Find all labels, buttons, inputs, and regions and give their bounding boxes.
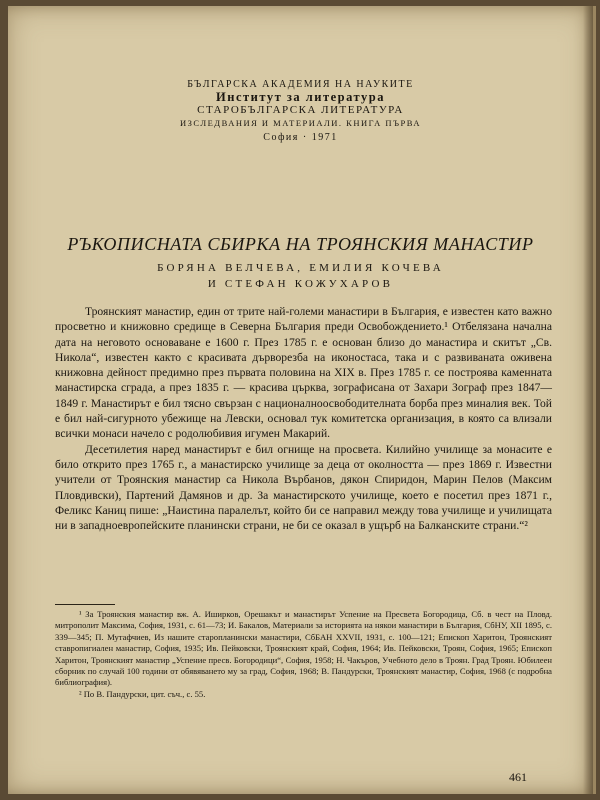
authors-line-2: И СТЕФАН КОЖУХАРОВ [207,278,394,290]
page-number: 461 [509,770,527,784]
body-paragraph: Троянският манастир, един от трите най-големи манастири в България, е известен като важно просветно и книжовно средище в Северна България преди Освобождението.¹ Отбелязана начална дата на неговото основаване е 1600 г. През 1785 г. е основан близо до манастира и скитът „Св. Никола“, известен както с красивата дърворезба на иконостаса, така и с развиваната оживена книжовна дейност предимно през първата половина на XIX в. През 1785 г. се построява каменната манастирска сграда, а през 1835 г. — красива църква, зографисана от Захари Зограф през 1847—1849 г. Манастирът е бил тясно свързан с националноосвободителната борба през миналия век. Той е бил най-сигурното убежище на Левски, основал тук комитетска организация, в която са влизали всички монаси начело с родолюбивия игумен Макарий. [55,305,552,441]
place-year: София · 1971 [263,132,338,143]
article-authors [8,260,593,292]
institute-name: Институт за литература [216,90,385,104]
article-body [55,304,552,533]
book-page [8,6,596,794]
article-title: РЪКОПИСНАТА СБИРКА НА ТРОЯНСКИЯ МАНАСТИР [67,234,534,254]
footnote-2: ² По В. Пандурски, цит. съч., с. 55. [79,688,206,699]
footnotes [55,609,552,700]
academy-name: БЪЛГАРСКА АКАДЕМИЯ НА НАУКИТЕ [187,79,414,90]
footnote-divider [55,604,115,605]
body-paragraph: Десетилетия наред манастирът е бил огнище на просвета. Килийно училище за монасите е било открито през 1765 г., а манастирско училище за деца от околността — през 1869 г. Известни учители от Троянския манастир са Никола Върбанов, дякон Спиридон, Марин Пелов (Максим Пловдивски), Партений Дамянов и др. За манастирското училище, което е посетил през 1871 г., Феликс Каниц пише: „Наистина паралелът, който би се направил между това училище и училищата ни в западноевропейските планински страни, не би се оказал в ущърб на Балканските страни.“² [55,442,552,533]
page-edge-shadow [583,6,593,794]
field-name: СТАРОБЪЛГАРСКА ЛИТЕРАТУРА [197,104,404,116]
publication-header [8,78,593,144]
authors-line-1: БОРЯНА ВЕЛЧЕВА, ЕМИЛИЯ КОЧЕВА [157,262,444,274]
series-name: ИЗСЛЕДВАНИЯ И МАТЕРИАЛИ. КНИГА ПЪРВА [179,118,422,128]
footnote-1: ¹ За Троянския манастир вж. А. Иширков, Орешакът и манастирът Успение на Пресвета Богородица, Сб. в чест на Пловд. митрополит Максима, София, 1931, с. 61—73; И. Бакалов, Материали за историята на някои манастири в България, СбНУ, XII 1895, с. 339—345; П. Мутафчиев, Из нашите старопланински манастири, СбБАН XXVII, 1931, с. 100—121; Епископ Харитон, Троянският ставропигиален манастир, София, 1935; Ив. Пейковски, Троянският край, София, 1964; Ив. Пейковски, Троян, София, 1965; Епископ Харитон, Троянският манастир „Успение пресв. Богородици“, София, 1958; Н. Чакъров, Учебното дело в Троян. Град Троян. Юбилеен сборник по случай 100 години от обявяването му за град, София, 1968; В. Пандурски, Троянският манастир, София, 1968 (с подробна библиография). [55,609,552,688]
